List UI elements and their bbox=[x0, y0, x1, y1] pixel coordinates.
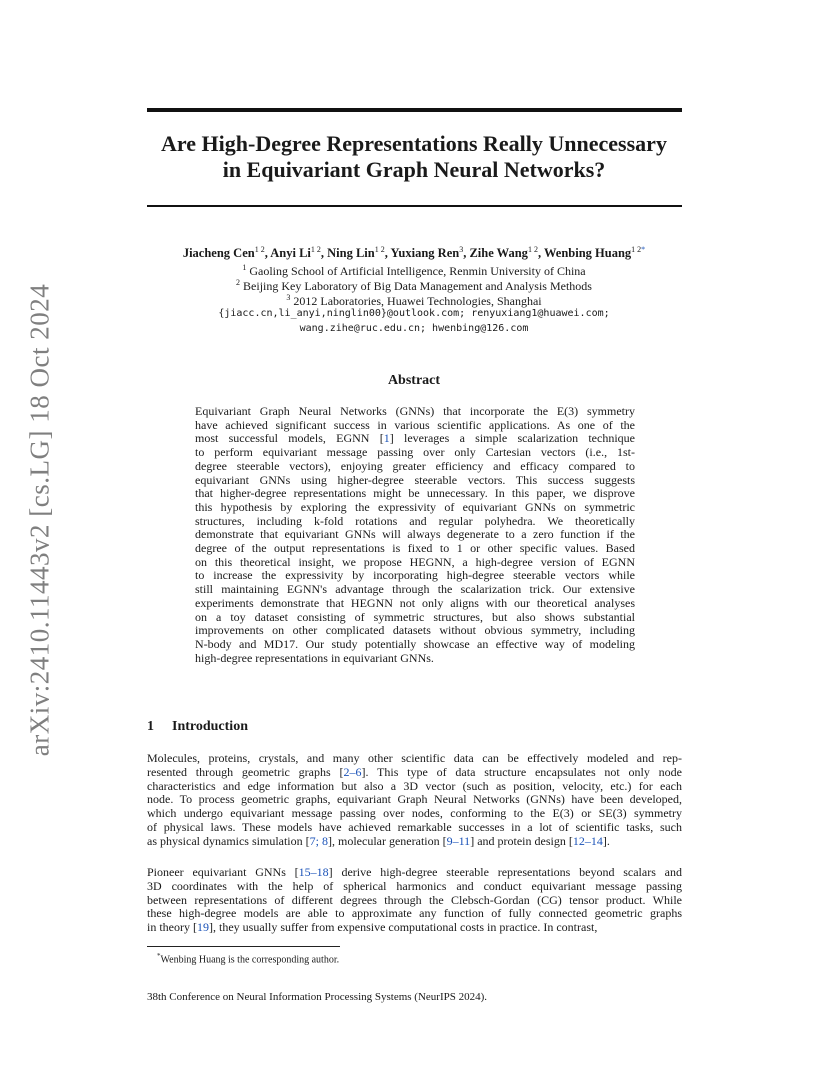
affiliation-text: Gaoling School of Artificial Intelligence, Renmin University of China bbox=[249, 264, 586, 278]
abstract-heading: Abstract bbox=[387, 373, 441, 388]
paragraph-line: resented through geometric graphs [2–6]. This type of data structure encapsulates not only node bbox=[147, 764, 683, 779]
author-name: Yuxiang Ren bbox=[390, 246, 460, 261]
abstract-line: improvements on other complicated datasets without obvious symmetry, including bbox=[195, 623, 635, 638]
corresponding-author-footnote-link[interactable]: * bbox=[641, 245, 646, 254]
paper-title bbox=[130, 131, 698, 183]
abstract-line: that higher-degree representations might be unnecessary. In this paper, we disprove bbox=[195, 486, 635, 501]
title-line-2: in Equivariant Graph Neural Networks? bbox=[222, 157, 606, 182]
paragraph-line: Molecules, proteins, crystals, and many other scientific data can be effectively modeled and rep- bbox=[147, 751, 682, 765]
email-line-2: wang.zihe@ruc.edu.cn; hwenbing@126.com bbox=[299, 323, 529, 334]
arxiv-identifier[interactable]: arXiv:2410.11443v2 [cs.LG] 18 Oct 2024 bbox=[24, 283, 55, 757]
abstract-line: this hypothesis by exploring the expressivity of equivariant GNNs on symmetric bbox=[195, 499, 635, 514]
author-affil-mark: 1 2 bbox=[254, 245, 265, 254]
venue-note: 38th Conference on Neural Information Processing Systems (NeurIPS 2024). bbox=[147, 991, 488, 1003]
paragraph-line: between representations of different degrees through the Clebsch-Gordan (CG) tensor product. While bbox=[147, 892, 682, 907]
author-affil-mark: 1 2 bbox=[631, 245, 642, 254]
affiliation-text: Beijing Key Laboratory of Big Data Management and Analysis Methods bbox=[243, 279, 592, 293]
affiliation-number: 2 bbox=[236, 278, 241, 287]
abstract-line: equivariant GNNs using higher-degree steerable vectors. This success suggests bbox=[195, 472, 635, 487]
citation-link[interactable]: [9–11] bbox=[442, 833, 475, 848]
title-line-1: Are High-Degree Representations Really Unnecessary bbox=[161, 131, 667, 156]
paragraph-line: these high-degree models are able to approximate any function of fully connected geometric graphs bbox=[147, 906, 682, 921]
citation-link[interactable]: [15–18] bbox=[294, 865, 333, 879]
paragraph-line: characteristics and edge information but also a 3D vector (such as position, velocity, etc.) for each bbox=[147, 778, 682, 793]
abstract-line: on a toy dataset consisting of symmetric structures, but also shows substantial bbox=[195, 609, 635, 624]
title-top-rule bbox=[147, 108, 682, 112]
author-affil-mark: 1 2 bbox=[374, 245, 385, 254]
footnote bbox=[157, 950, 339, 966]
affiliation-text: 2012 Laboratories, Huawei Technologies, Shanghai bbox=[293, 294, 542, 308]
section-title: Introduction bbox=[172, 719, 248, 734]
abstract-line: experiments demonstrate that HEGNN not only aligns with our theoretical analyses bbox=[195, 595, 635, 610]
email-line-1: {jiacc.cn,li_anyi,ninglin00}@outlook.com; renyuxiang1@huawei.com; bbox=[218, 308, 610, 319]
abstract-line: on this theoretical insight, we propose HEGNN, a high-degree version of EGNN bbox=[195, 554, 635, 569]
author-name: Wenbing Huang bbox=[543, 246, 632, 261]
author-affil-mark: 1 2 bbox=[527, 245, 538, 254]
intro-paragraph-1 bbox=[147, 752, 682, 849]
abstract-line: demonstrate that equivariant GNNs will always degenerate to a zero function if the bbox=[195, 527, 635, 542]
paragraph-line: as physical dynamics simulation [7; 8], molecular generation [9–11] and protein design [12–14]. bbox=[147, 833, 610, 848]
abstract-line: to perform equivariant message passing over only Cartesian vectors (i.e., 1st- bbox=[195, 445, 635, 460]
abstract-line: structures, including k-fold rotations and regular polyhedra. We theoretically bbox=[195, 513, 635, 528]
title-bottom-rule bbox=[147, 205, 682, 207]
paragraph-line: which undergo equivariant message passing over nodes, conforming to the E(3) or SE(3) symmetry bbox=[147, 806, 682, 821]
abstract-line: to increase the expressivity by incorporating high-degree steerable vectors while bbox=[195, 568, 635, 583]
paragraph-line: 3D coordinates with the help of spherical harmonics and conduct equivariant message passing bbox=[147, 878, 682, 893]
citation-link[interactable]: [2–6] bbox=[339, 764, 366, 779]
abstract-line: still maintaining EGNN's advantage through the scalarization trick. Our extensive bbox=[195, 582, 635, 597]
author-list: Jiacheng Cen$^{1 2}$, Anyi $Li^{1 2}$, Ning Lin$^{1 2}$, Yuxiang Ren$^3$, Zihe Wang$^{1 2}$, Wenbing Huang$^{1 2*}$ bbox=[182, 245, 646, 261]
abstract-line: most successful models, EGNN [1] leverages a simple scalarization technique bbox=[195, 431, 635, 446]
footnote-rule bbox=[147, 946, 340, 947]
footnote-text: Wenbing Huang is the corresponding author. bbox=[160, 954, 340, 966]
footnote-mark: * bbox=[157, 952, 161, 960]
abstract-line: Equivariant Graph Neural Networks (GNNs) that incorporate the E(3) symmetry bbox=[195, 404, 635, 418]
paragraph-line: Pioneer equivariant GNNs [15–18] derive high-degree steerable representations beyond scalars and bbox=[147, 865, 682, 879]
abstract-line: N-body and MD17. Our study potentially showcase an effective way of modeling bbox=[195, 636, 635, 651]
paragraph-line: node. To process geometric graphs, equivariant Graph Neural Networks (GNNs) have been developed, bbox=[147, 792, 682, 807]
citation-link[interactable]: [19] bbox=[193, 920, 213, 935]
citation-link[interactable]: [12–14] bbox=[568, 833, 607, 848]
affiliation-number: 3 bbox=[286, 293, 291, 302]
abstract-line: have achieved significant success in various scientific applications. As one of the bbox=[195, 417, 635, 432]
section-number: 1 bbox=[147, 719, 154, 734]
abstract-line: degree steerable vectors), enjoying greater efficiency and efficacy compared to bbox=[195, 458, 635, 473]
intro-paragraph-2 bbox=[147, 866, 682, 935]
paragraph-line: in theory [19], they usually suffer from expensive computational costs in practice. In contrast, bbox=[147, 920, 598, 935]
author-name: Zihe Wang bbox=[469, 246, 528, 261]
abstract-line: high-degree representations in equivariant GNNs. bbox=[195, 650, 434, 665]
author-name: Jiacheng Cen bbox=[182, 246, 255, 261]
citation-link[interactable]: [1] bbox=[379, 431, 394, 446]
abstract-body bbox=[195, 405, 635, 665]
author-affil-mark: 1 2 bbox=[310, 245, 321, 254]
author-affil-mark: 3 bbox=[459, 245, 464, 254]
affiliation-number: 1 bbox=[242, 263, 247, 272]
author-name: Ning Lin bbox=[327, 246, 375, 261]
section-heading-introduction bbox=[147, 718, 248, 736]
abstract-line: degree of the output representations is fixed to 1 or other specific values. Based bbox=[195, 541, 635, 556]
paragraph-line: of physical laws. These models have achieved remarkable successes in a lot of scientific tasks, such bbox=[147, 819, 682, 834]
citation-link[interactable]: [7; 8] bbox=[305, 833, 332, 848]
author-name: Anyi Li bbox=[270, 246, 311, 261]
